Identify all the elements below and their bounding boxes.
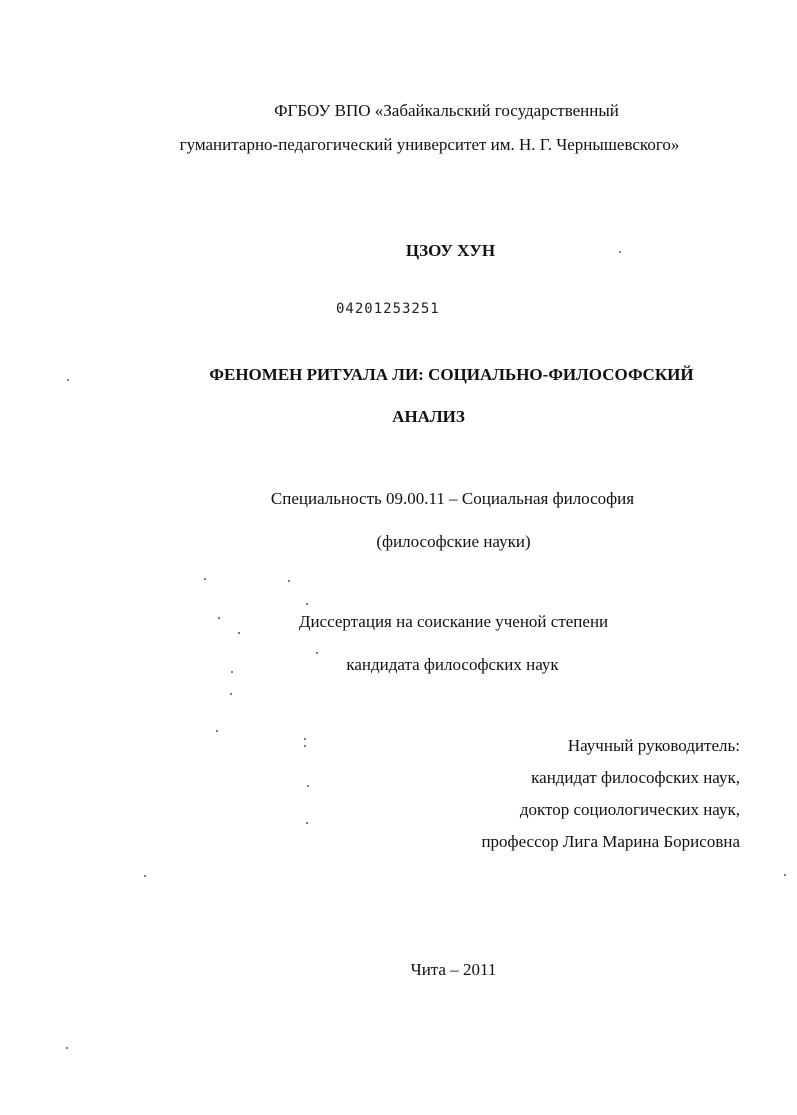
institution-line-1: ФГБОУ ВПО «Забайкальский государственный — [274, 101, 619, 120]
scan-speck — [204, 578, 206, 580]
scan-speck — [144, 875, 146, 877]
supervisor-line-2: доктор социологических наук, — [519, 800, 740, 819]
scan-speck — [230, 693, 232, 695]
scan-speck — [307, 785, 309, 787]
scan-speck — [238, 632, 240, 634]
scan-speck — [304, 745, 306, 747]
scan-speck — [306, 603, 308, 605]
registration-number: 04201253251 — [336, 301, 440, 317]
dissertation-title-line-1: ФЕНОМЕН РИТУАЛА ЛИ: СОЦИАЛЬНО-ФИЛОСОФСКИЙ — [209, 365, 694, 384]
scan-speck — [784, 874, 786, 876]
scan-speck — [66, 1047, 68, 1049]
specialty-line-2: (философские науки) — [376, 532, 531, 551]
degree-line-1: Диссертация на соискание ученой степени — [298, 612, 609, 631]
supervisor-heading: Научный руководитель: — [567, 736, 740, 755]
dissertation-title-line-2: АНАЛИЗ — [392, 407, 465, 426]
scan-speck — [619, 251, 621, 253]
specialty-line-1: Специальность 09.00.11 – Социальная философия — [270, 489, 635, 508]
institution-line-2: гуманитарно-педагогический университет им. Н. Г. Чернышевского» — [179, 135, 680, 154]
scan-speck — [216, 730, 218, 732]
supervisor-line-3: профессор Лига Марина Борисовна — [481, 832, 740, 851]
place-year: Чита – 2011 — [410, 960, 497, 979]
degree-line-2: кандидата философских наук — [346, 655, 559, 674]
supervisor-line-1: кандидат философских наук, — [531, 768, 740, 787]
scan-speck — [218, 617, 220, 619]
scan-speck — [304, 738, 306, 740]
scan-speck — [67, 379, 69, 381]
author-name: ЦЗОУ ХУН — [405, 241, 496, 260]
scan-speck — [316, 652, 318, 654]
scan-speck — [231, 671, 233, 673]
scan-speck — [306, 822, 308, 824]
scan-speck — [288, 580, 290, 582]
